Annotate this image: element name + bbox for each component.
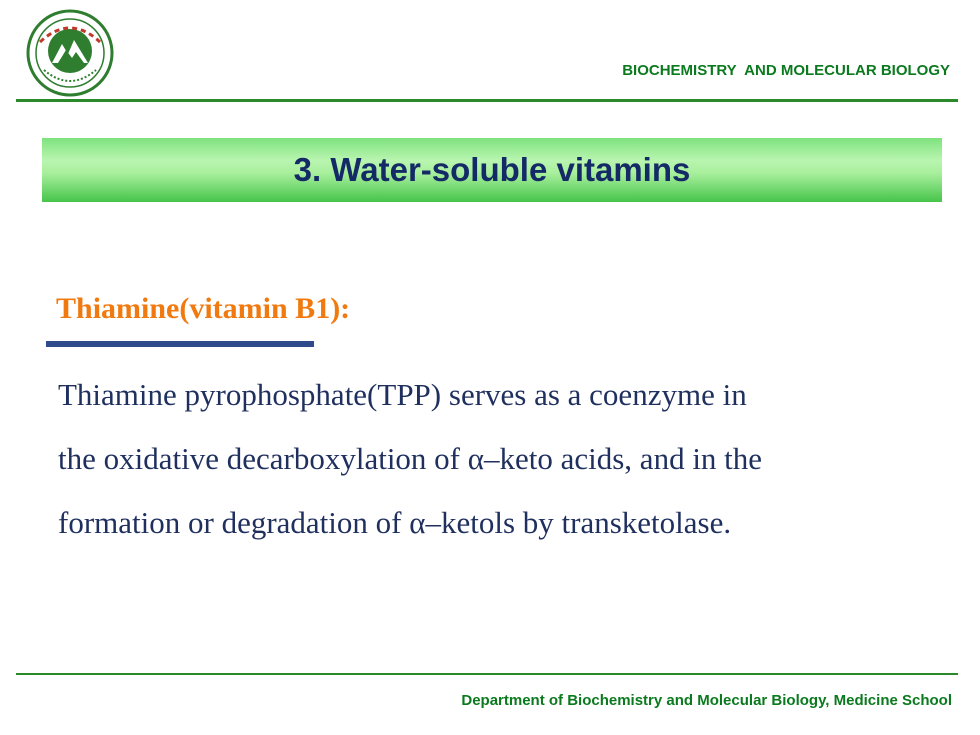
body-line: the oxidative decarboxylation of α–keto acids, and in the bbox=[58, 441, 763, 476]
university-seal-icon bbox=[22, 8, 118, 98]
university-logo bbox=[22, 8, 118, 98]
footer-text: Department of Biochemistry and Molecular Biology, Medicine School bbox=[461, 692, 952, 709]
body-line: formation or degradation of α–ketols by transketolase. bbox=[58, 505, 732, 540]
title-banner bbox=[42, 138, 942, 202]
body-paragraph bbox=[58, 363, 958, 555]
body-line: Thiamine pyrophosphate(TPP) serves as a coenzyme in bbox=[58, 377, 747, 412]
slide-title: 3. Water-soluble vitamins bbox=[293, 151, 691, 188]
header-divider bbox=[16, 99, 958, 102]
heading-underline bbox=[46, 341, 314, 347]
section-heading: Thiamine(vitamin B1): bbox=[56, 292, 351, 325]
footer-divider bbox=[16, 673, 958, 675]
header-title: BIOCHEMISTRY AND MOLECULAR BIOLOGY bbox=[622, 62, 950, 79]
